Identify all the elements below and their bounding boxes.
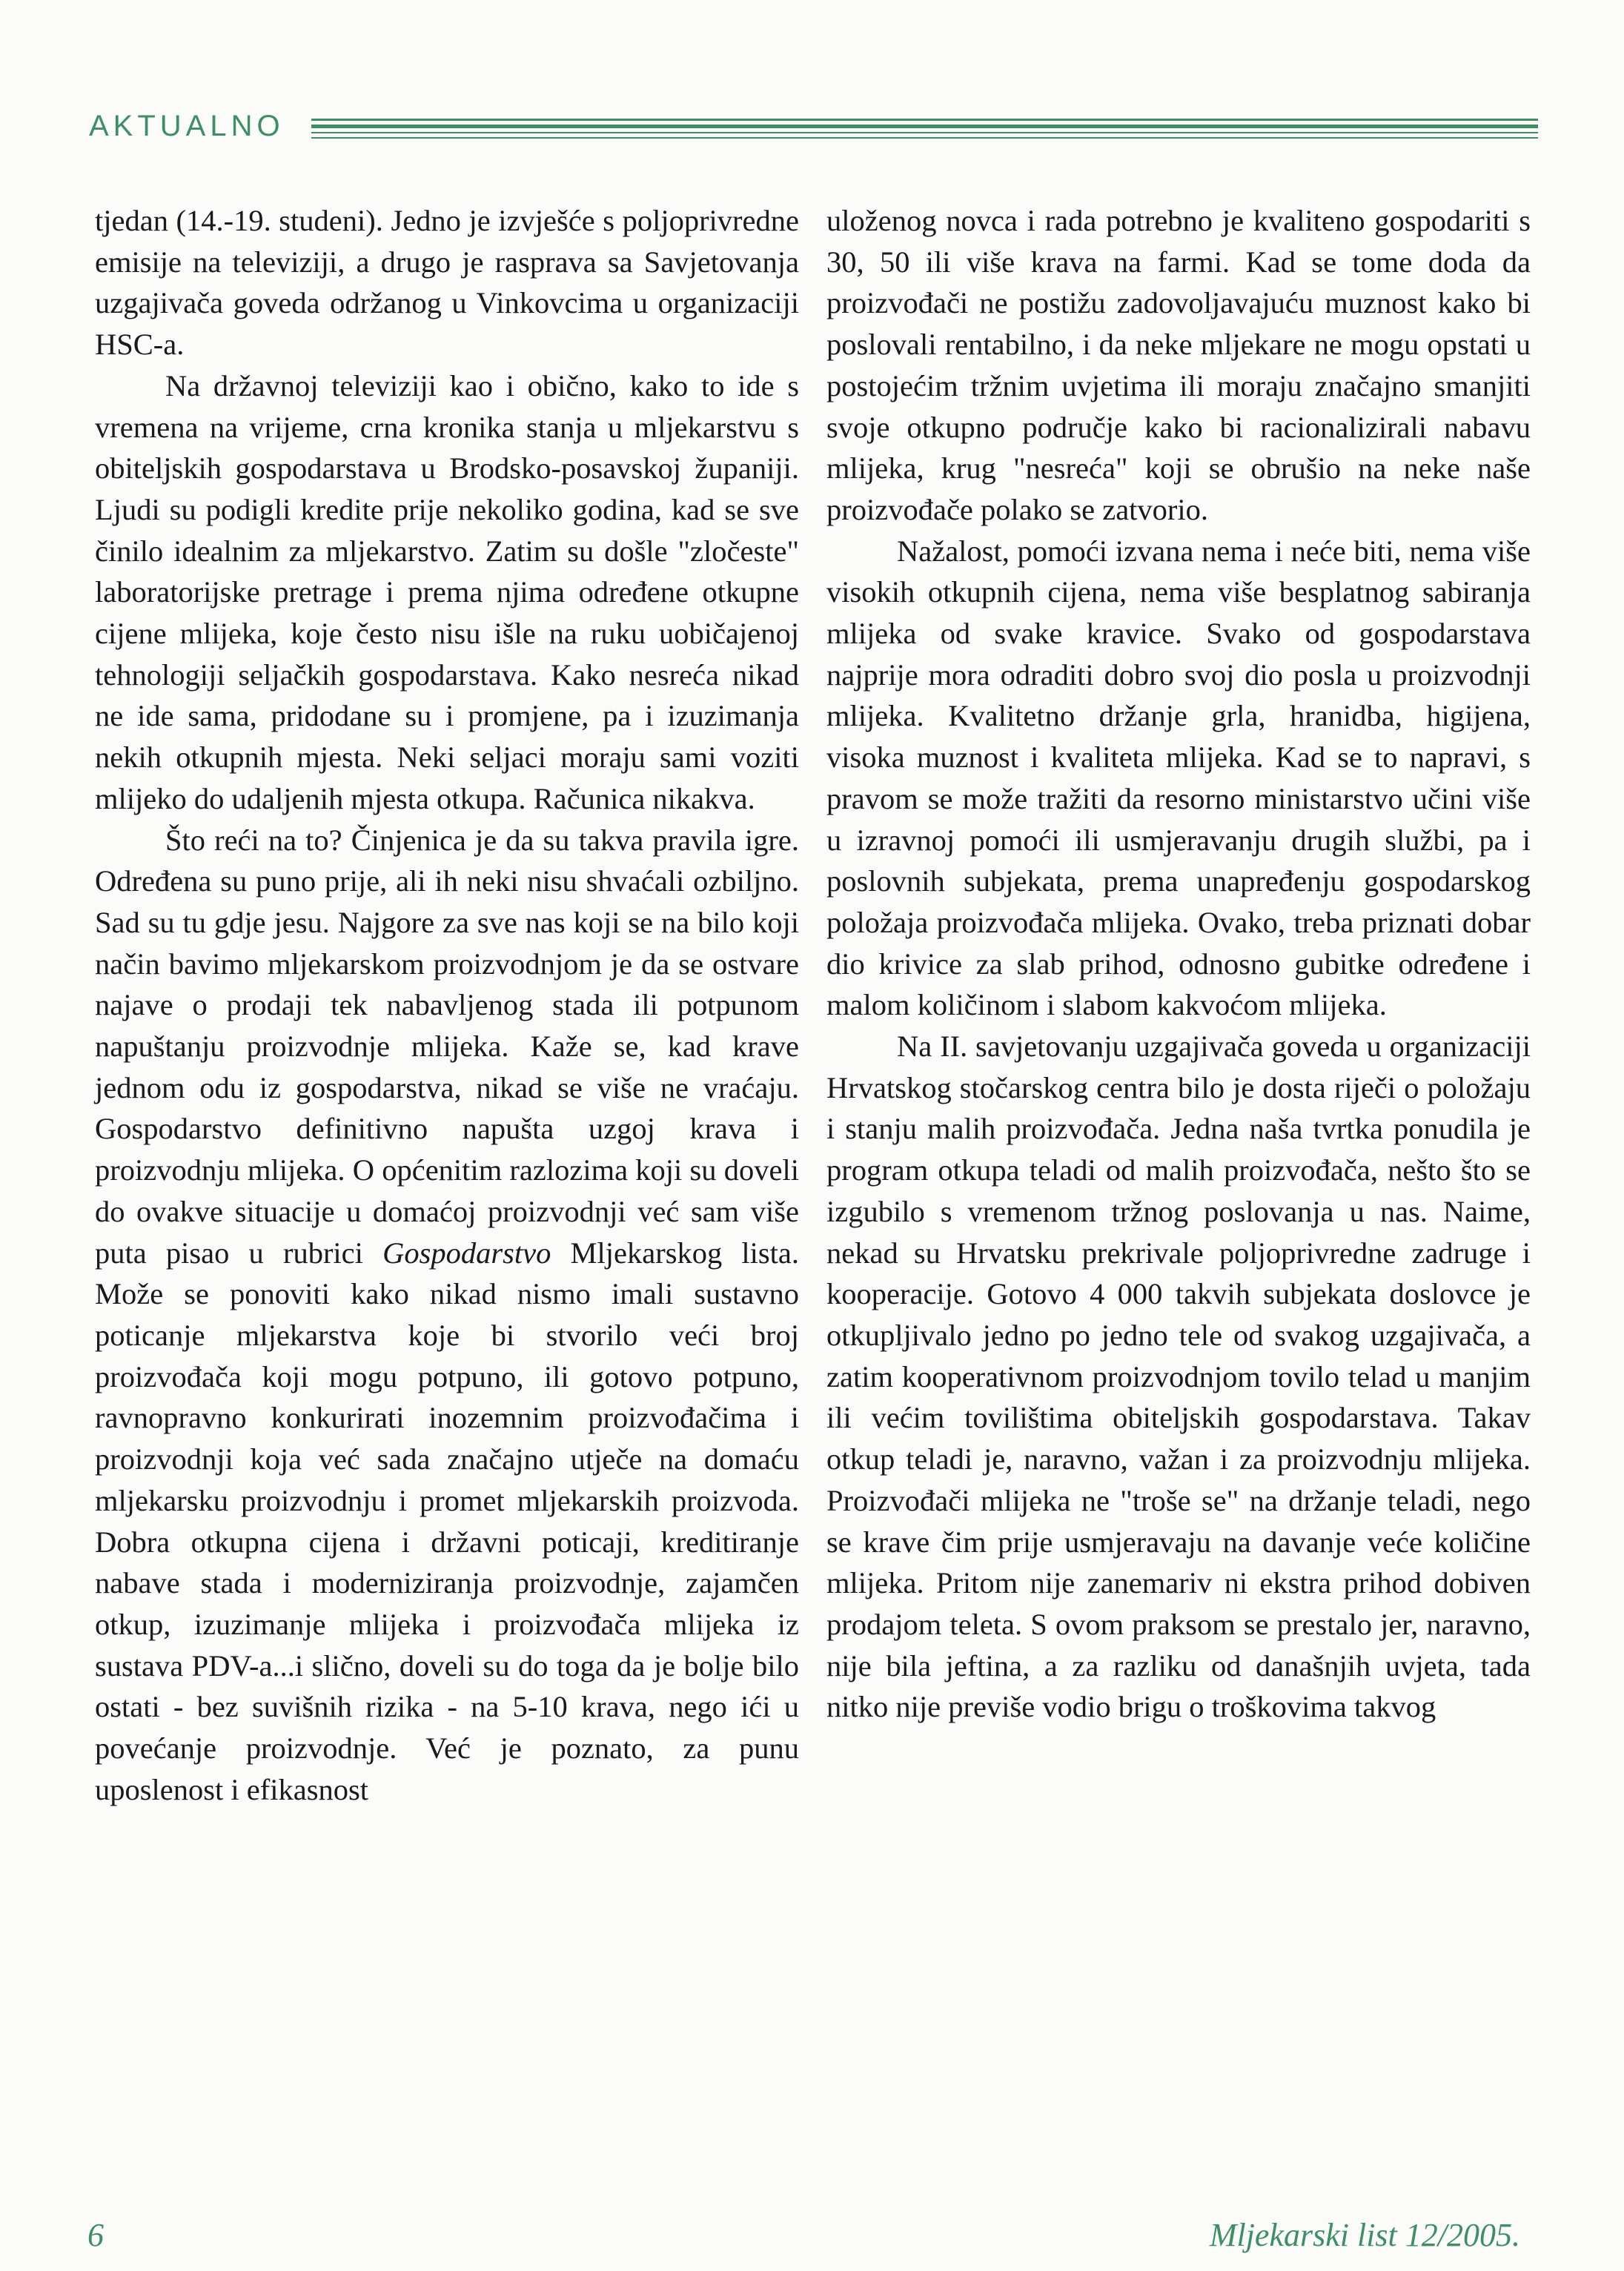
paragraph: tjedan (14.-19. studeni). Jedno je izvješće s poljoprivredne emisije na televiziji, a drugo je rasprava sa Savjetovanja uzgajivača goveda održanog u Vinkovcima u organizaciji HSC-a. (95, 204, 799, 362)
page-header (89, 110, 1538, 154)
paragraph: uloženog novca i rada potrebno je kvaliteno gospodariti s 30, 50 ili više krava na farmi. Kad se tome doda da proizvođači ne postižu zadovoljavajuću muznost kako bi poslovali rentabilno, i da neke mljekare ne mogu opstati u postojećim tržnim uvjetima ili moraju značajno smanjiti svoje otkupno područje kako bi racionalizirali nabavu mlijeka, krug "nesreća" koji se obrušio na neke naše proizvođače polako se zatvorio. (826, 204, 1531, 526)
header-rule (311, 119, 1538, 121)
header-rule (311, 137, 1538, 139)
section-label: AKTUALNO (89, 110, 285, 142)
paragraph: Na državnoj televiziji kao i obično, kako to ide s vremena na vrijeme, crna kronika stanja u mljekarstvu s obiteljskih gospodarstava u Brodsko-posavskoj županiji. Ljudi su podigli kredite prije nekoliko godina, kad se sve činilo idealnim za mljekarstvo. Zatim su došle "zločeste" laboratorijske pretrage i prema njima određene otkupne cijene mlijeka, koje često nisu išle na ruku uobičajenoj tehnologiji seljačkih gospodarstava. Kako nesreća nikad ne ide sama, pridodane su i promjene, pa i izuzimanja nekih otkupnih mjesta. Neki seljaci moraju sami voziti mlijeko do udaljenih mjesta otkupa. Računica nikakva. (95, 368, 799, 815)
paragraph-text: Mljekarskog lista. Može se ponoviti kako nikad nismo imali sustavno poticanje mljekarstva koje bi stvorilo veći broj proizvođača koji mogu potpuno, ili gotovo potpuno, ravnopravno konkurirati inozemnim proizvođačima i proizvodnji koja već sada značajno utječe na domaću mljekarsku proizvodnju i promet mljekarskih proizvoda. Dobra otkupna cijena i državni poticaji, kreditiranje nabave stada i moderniziranja proizvodnje, zajamčen otkup, izuzimanje mlijeka i proizvođača mlijeka iz sustava PDV-a...i slično, doveli su do toga da je bolje bilo ostati - bez suvišnih rizika - na 5-10 krava, nego ići u povećanje proizvodnje. Već je poznato, za punu uposlenost i efikasnost (95, 1236, 800, 1806)
paragraph: Na II. savjetovanju uzgajivača goveda u organizaciji Hrvatskog stočarskog centra bilo je dosta riječi o položaju i stanju malih proizvođača. Jedna naša tvrtka ponudila je program otkupa teladi od malih proizvođača, nešto što se izgubilo s vremenom tržnog poslovanja u nas. Naime, nekad su Hrvatsku prekrivale poljoprivredne zadruge i kooperacije. Gotovo 4 000 takvih subjekata doslovce je otkupljivalo jedno po jedno tele od svakog uzgajivača, a zatim kooperativnom proizvodnjom tovilo telad u manjim ili većim tovilištima obiteljskih gospodarstava. Takav otkup teladi je, naravno, važan i za proizvodnju mlijeka. Proizvođači mlijeka ne "troše se" na držanje teladi, nego se krave čim prije usmjeravaju na davanje veće količine mlijeka. Pritom nije zanemariv ni ekstra prihod dobiven prodajom teleta. S ovom praksom se prestalo jer, naravno, nije bila jeftina, a za razliku od današnjih uvjeta, tada nitko nije previše vodio brigu o troškovima takvog (826, 1030, 1531, 1724)
paragraph: Nažalost, pomoći izvana nema i neće biti, nema više visokih otkupnih cijena, nema više besplatnog sabiranja mlijeka od svake kravice. Svako od gospodarstava najprije mora odraditi dobro svoj dio posla u proizvodnji mlijeka. Kvalitetno držanje grla, hranidba, higijena, visoka muznost i kvaliteta mlijeka. Kad se to napravi, s pravom se može tražiti da resorno ministarstvo učini više u izravnoj pomoći ili usmjeravanju drugih službi, pa i poslovnih subjekata, prema unapređenju gospodarskog položaja proizvođača mlijeka. Ovako, treba priznati dobar dio krivice za slab prihod, odnosno gubitke određene i malom količinom i slabom kakvoćom mlijeka. (826, 534, 1531, 1022)
left-column (95, 200, 799, 1810)
magazine-issue: Mljekarski list 12/2005. (1209, 2217, 1520, 2253)
header-rule (311, 132, 1538, 133)
page-number: 6 (87, 2217, 104, 2253)
right-column (826, 200, 1531, 1728)
paragraph (95, 820, 799, 1811)
paragraph-text: Što reći na to? Činjenica je da su takva pravila igre. Određena su puno prije, ali ih neki nisu shvaćali ozbiljno. Sad su tu gdje jesu. Najgore za sve nas koji se na bilo koji način bavimo mljekarskom proizvodnjom je da se ostvare najave o prodaji tek nabavljenog stada ili potpunom napuštanju proizvodnje mlijeka. Kaže se, kad krave jednom odu iz gospodarstva, nikad se više ne vraćaju. Gospodarstvo definitivno napušta uzgoj krava i proizvodnju mlijeka. O općenitim razlozima koji su doveli do ovakve situacije u domaćoj proizvodnji već sam više puta pisao u rubrici (95, 823, 799, 1270)
header-rule (311, 125, 1538, 128)
rubric-name: Gospodarstvo (382, 1236, 551, 1270)
